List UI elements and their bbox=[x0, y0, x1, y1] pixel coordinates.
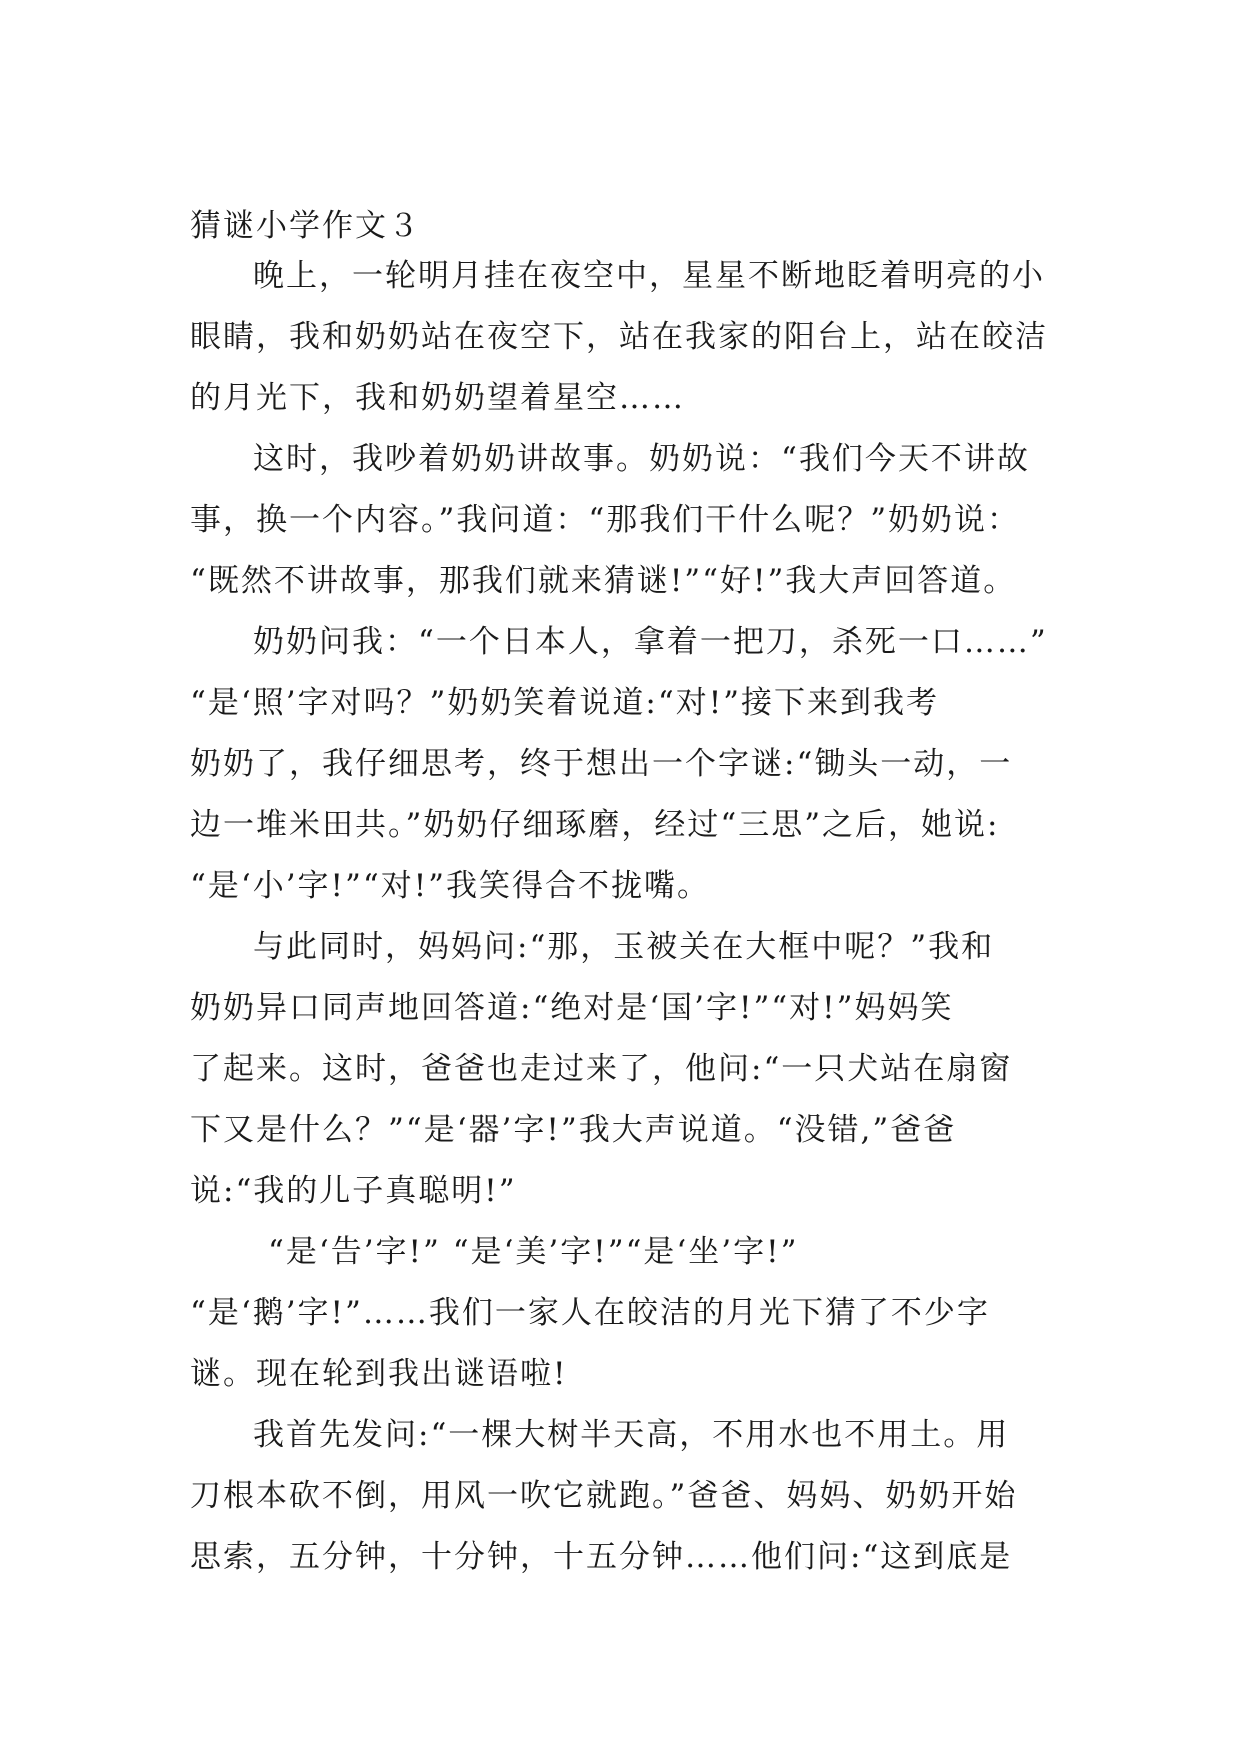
paragraph-line: “是‘告’字!” “是‘美’字!”“是‘坐’字!” bbox=[268, 1234, 799, 1270]
paragraph-line: 奶奶异口同声地回答道:“绝对是‘国’字!”“对!”妈妈笑 bbox=[190, 990, 954, 1026]
paragraph-line: 眼睛，我和奶奶站在夜空下，站在我家的阳台上，站在皎洁 bbox=[190, 319, 1048, 355]
essay-title: 猜谜小学作文３ bbox=[190, 208, 421, 244]
paragraph-line: 与此同时，妈妈问:“那，玉被关在大框中呢？”我和 bbox=[253, 929, 995, 965]
paragraph-line: “是‘小’字!”“对!”我笑得合不拢嘴。 bbox=[190, 868, 711, 904]
essay-body bbox=[190, 206, 1050, 1588]
paragraph-line: 边一堆米田共。”奶奶仔细琢磨，经过“三思”之后，她说: bbox=[190, 807, 1000, 843]
paragraph-list bbox=[190, 246, 1050, 1588]
paragraph-line: “是‘照’字对吗？”奶奶笑着说道:“对!”接下来到我考 bbox=[190, 685, 940, 721]
paragraph-line: 奶奶了，我仔细思考，终于想出一个字谜:“锄头一动，一 bbox=[190, 746, 1013, 782]
paragraph bbox=[190, 917, 1050, 1222]
paragraph bbox=[190, 1405, 1050, 1588]
paragraph-line: 谜。现在轮到我出谜语啦! bbox=[190, 1356, 568, 1392]
paragraph bbox=[190, 1222, 1050, 1405]
paragraph bbox=[190, 612, 1050, 917]
paragraph-line: 刀根本砍不倒，用风一吹它就跑。”爸爸、妈妈、奶奶开始 bbox=[190, 1478, 1018, 1514]
paragraph-line: 我首先发问:“一棵大树半天高，不用水也不用土。用 bbox=[253, 1417, 1010, 1453]
paragraph-line: 的月光下，我和奶奶望着星空…… bbox=[190, 380, 685, 416]
paragraph-line: 下又是什么？”“是‘器’字!”我大声说道。“没错,”爸爸 bbox=[190, 1112, 957, 1148]
paragraph-line: 说:“我的儿子真聪明!” bbox=[190, 1173, 517, 1209]
paragraph-line: 奶奶问我：“一个日本人，拿着一把刀，杀死一口……” bbox=[253, 624, 1048, 660]
paragraph-line: “既然不讲故事，那我们就来猜谜!”“好!”我大声回答道。 bbox=[190, 563, 1017, 599]
paragraph-line: 了起来。这时，爸爸也走过来了，他问:“一只犬站在扇窗 bbox=[190, 1051, 1013, 1087]
paragraph-line: 这时，我吵着奶奶讲故事。奶奶说：“我们今天不讲故 bbox=[253, 441, 1030, 477]
paragraph-line: 晚上，一轮明月挂在夜空中，星星不断地眨着明亮的小 bbox=[253, 258, 1045, 294]
paragraph bbox=[190, 429, 1050, 612]
paragraph-line: “是‘鹅’字!”……我们一家人在皎洁的月光下猜了不少字 bbox=[190, 1295, 990, 1331]
paragraph bbox=[190, 246, 1050, 429]
paragraph-line: 事，换一个内容。”我问道：“那我们干什么呢？”奶奶说： bbox=[190, 502, 1021, 538]
paragraph-line: 思索，五分钟，十分钟，十五分钟……他们问:“这到底是 bbox=[190, 1539, 1013, 1575]
